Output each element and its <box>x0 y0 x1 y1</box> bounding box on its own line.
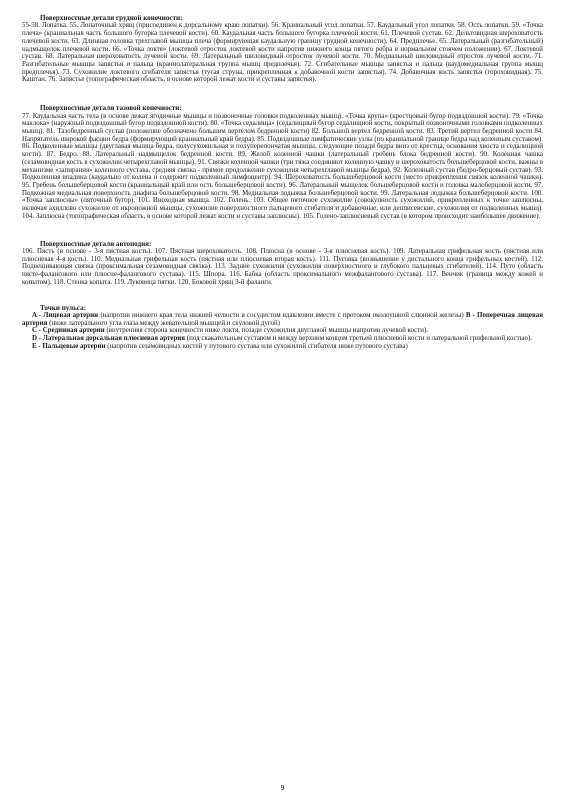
pulse-point-label: E - Пальцевые артерии <box>32 341 106 350</box>
pulse-point-text: (внутренняя сторона конечности ниже локтя, позади сухожилия двуглавой мышцы напротив лучевой кости). <box>104 326 429 335</box>
section-body: 77. Каудальная часть тела (в основе лежат ягодичные мышцы и позвоночные головки подколенных мышц). «Точка крупа» (крестцовый бугор подвздошной кости). 79. «Точка маклока» (наружный подвздошный бугор подвздошной кости). 80. «Точка седалища» (седалищный бугор седалищной кости, покрытый позвоночными головками подколенных мышц). 81. Тазобедренный сустав (положение обозначено большим вертелом бедренной кости) 82. Большой вертел бедренной кости. 83. Третий вертел бедренной кости 84. Напрягатель широкой фасции бедра (формирующий краниальный край бедра). 85. Подвздошные лимфатические узлы (по краниальной границе бедра над коленным суставом). 86. Подколенные мышцы (двуглавая мышца бедра, полусухожильная и полуперепончатая мышцы, следующие позади бедра вниз от крестца, основания хвоста и седалищной кости). 87. Бедро. 88. Латеральный надмыщелок бедренной кости. 89. Желоб коленной чашки (латеральный гребень блока бедренной кости). 90. Коленная чашка (сезамовидная кость в сухожилии четырехглавой мышцы). 91. Связки коленной чашки (три тяжа соединяют коленную чашку и шероховатость большеберцовой кости, важны в механизме «запирания» коленного сустава, средняя связка - прямое продолжение сухожилия четырехглавой мышцы бедра). 92. Коленный сустав (бедро-берцовый сустав). 93. Подколенная впадина (каудально от колена и содержит подколенный лимфоцентр). 94. Шероховатость большеберцовой кости (место прикрепления связок коленной чашки). 95. Гребень большеберцовой кости (краниальный край или ость большеберцовой кости). 96. Латеральный мыщелок большеберцовой кости и головка малоберцовой кости. 97. Подкожная медиальная поверхность диафиза большеберцовой кости. 98. Медиальная лодыжка большеберцовой кости. 99. Латеральная лодыжка большеберцовой кости. 100. «Точка заплюсны» (пяточный бугор). 101. Иноходная мышца. 102. Голень. 103. Общее пяточное сухожилие (совокупность сухожилий, прикрепленных к точке заплюсны, включая ахиллово сухожилие от икроножной мышцы, сухожилие поверхностного пальцевого сгибателя и добавочные, или депписевские, сухожилия от подколенных мышц). 104. Заплюсна (топографическая область, в основе которой лежат кости и суставы заплюсны). 105. Голено-заплюсневый сустав (в котором происходит наибольшее движение). <box>22 111 543 220</box>
pulse-point-label: A - Лицевая артерии <box>32 311 99 320</box>
pulse-point-label: D - Латеральная дорсальная плюсневая артерия <box>32 334 186 343</box>
pulse-point-label: B - Поперечная лицевая артерия <box>22 311 543 327</box>
section-thoracic-limb <box>22 14 543 84</box>
section-heading: Точки пульса: <box>40 303 87 312</box>
pulse-point-item <box>22 312 543 327</box>
section-autopodium <box>22 240 543 287</box>
page-number: 9 <box>280 784 285 792</box>
section-body: 55-58. Лопатка. 55. Лопаточный хрящ (присоединен к дорсальному краю лопатки). 56. Краниальный угол лопатки. 57. Каудальный угол лопатки. 58. Ость лопатки. 59. «Точка плеча» (краниальная часть большого бугорка плечевой кости). 60. Каудальная часть большого бугорка плечевой кости. 61. Плечевой сустав. 62. Дельтовидная шероховатость плечевой кости. 63. Длинная головка трехглавой мышцы плеча (формирующая каудальную границу грудной конечности). 64. Предплечье. 65. Латеральный (разгибательный) надмыщелок плечевой кости. 66. «Точка локтя» (локтевой отросток локтевой кости напротив нижнего конца пятого ребра в нормальном стоячем положении). 67. Локтевой сустав. 68. Латеральная шероховатость лучевой кости. 69. Латеральный шиловидный отросток лучевой кости. 70. Медиальный шиловидный отросток лучевой кости. 71. Разгибательные мышцы запястья и пальца (краниолатеральная группа мышц предплечья). 72. Сгибательные мышцы запястья и пальца (каудомедиальная группа мышц предплечья). 73. Сухожилие локтевого сгибателя запястья (тугая струна, прикрепленная к добавочной кости запястья). 74. Добавочная кость запястья (гороховидная). 75. Каштан. 76. Запястье (топографическая область, в основе которой лежат кости и суставы запястья). <box>22 21 543 84</box>
pulse-point-text: (ниже латерального угла глаза между жевательной мышцей и скуловой дугой) <box>47 318 280 327</box>
section-body: 106. Пясть (в основе - 3-я пястная кость). 107. Пястная шероховатость. 108. Плюсна (в основе - 3-я плюсневая кость). 109. Латеральная грифельная кость (пястная или плюсневая 4-я кость). 110. Медиальная грифельная кость (пястная или плюсневая вторая кость). 111. Пуговка (возвышение у дистального конца грифельных костей). 112. Подвешивающая связка (проксимальная сезамовидная связка). 113. Задние сухожилия (сухожилия поверхностного и глубокого пальцевых сгибателей). 114. Путо (область пясте-фалангового или плюсне-фалангового сустава). 115. Шпора. 116. Бабка (область проксимального межфалангового сустава). 117. Венчик (граница между кожей и копытом). 118. Стенка копыта. 119. Луковица пятки. 120. Боковой хрящ 3-й фаланги. <box>22 247 543 286</box>
pulse-point-text: (под скакательным суставом и между верхним концом третьей плюсневой кости и латеральной грифельной костью). <box>185 334 532 343</box>
pulse-point-text: (напротив нижнего края тела нижней челюсти в сосудистом вдавлении вместе с протоком околоушной слюнной железы) <box>98 311 466 320</box>
pulse-point-text: (напротив сезамовидных костей у путового сустава или сухожилий сгибателя ниже путового сустава) <box>105 341 408 350</box>
pulse-point-label: C - Срединная артерии <box>32 326 105 335</box>
section-heading: Поверхностные детали автоподия: <box>40 239 152 248</box>
section-pelvic-limb <box>22 104 543 220</box>
section-heading: Поверхностные детали грудной конечности: <box>40 14 183 22</box>
section-heading: Поверхностные детали тазовой конечности: <box>40 104 182 113</box>
section-pulse-points <box>22 304 543 351</box>
pulse-point-item <box>22 343 543 351</box>
